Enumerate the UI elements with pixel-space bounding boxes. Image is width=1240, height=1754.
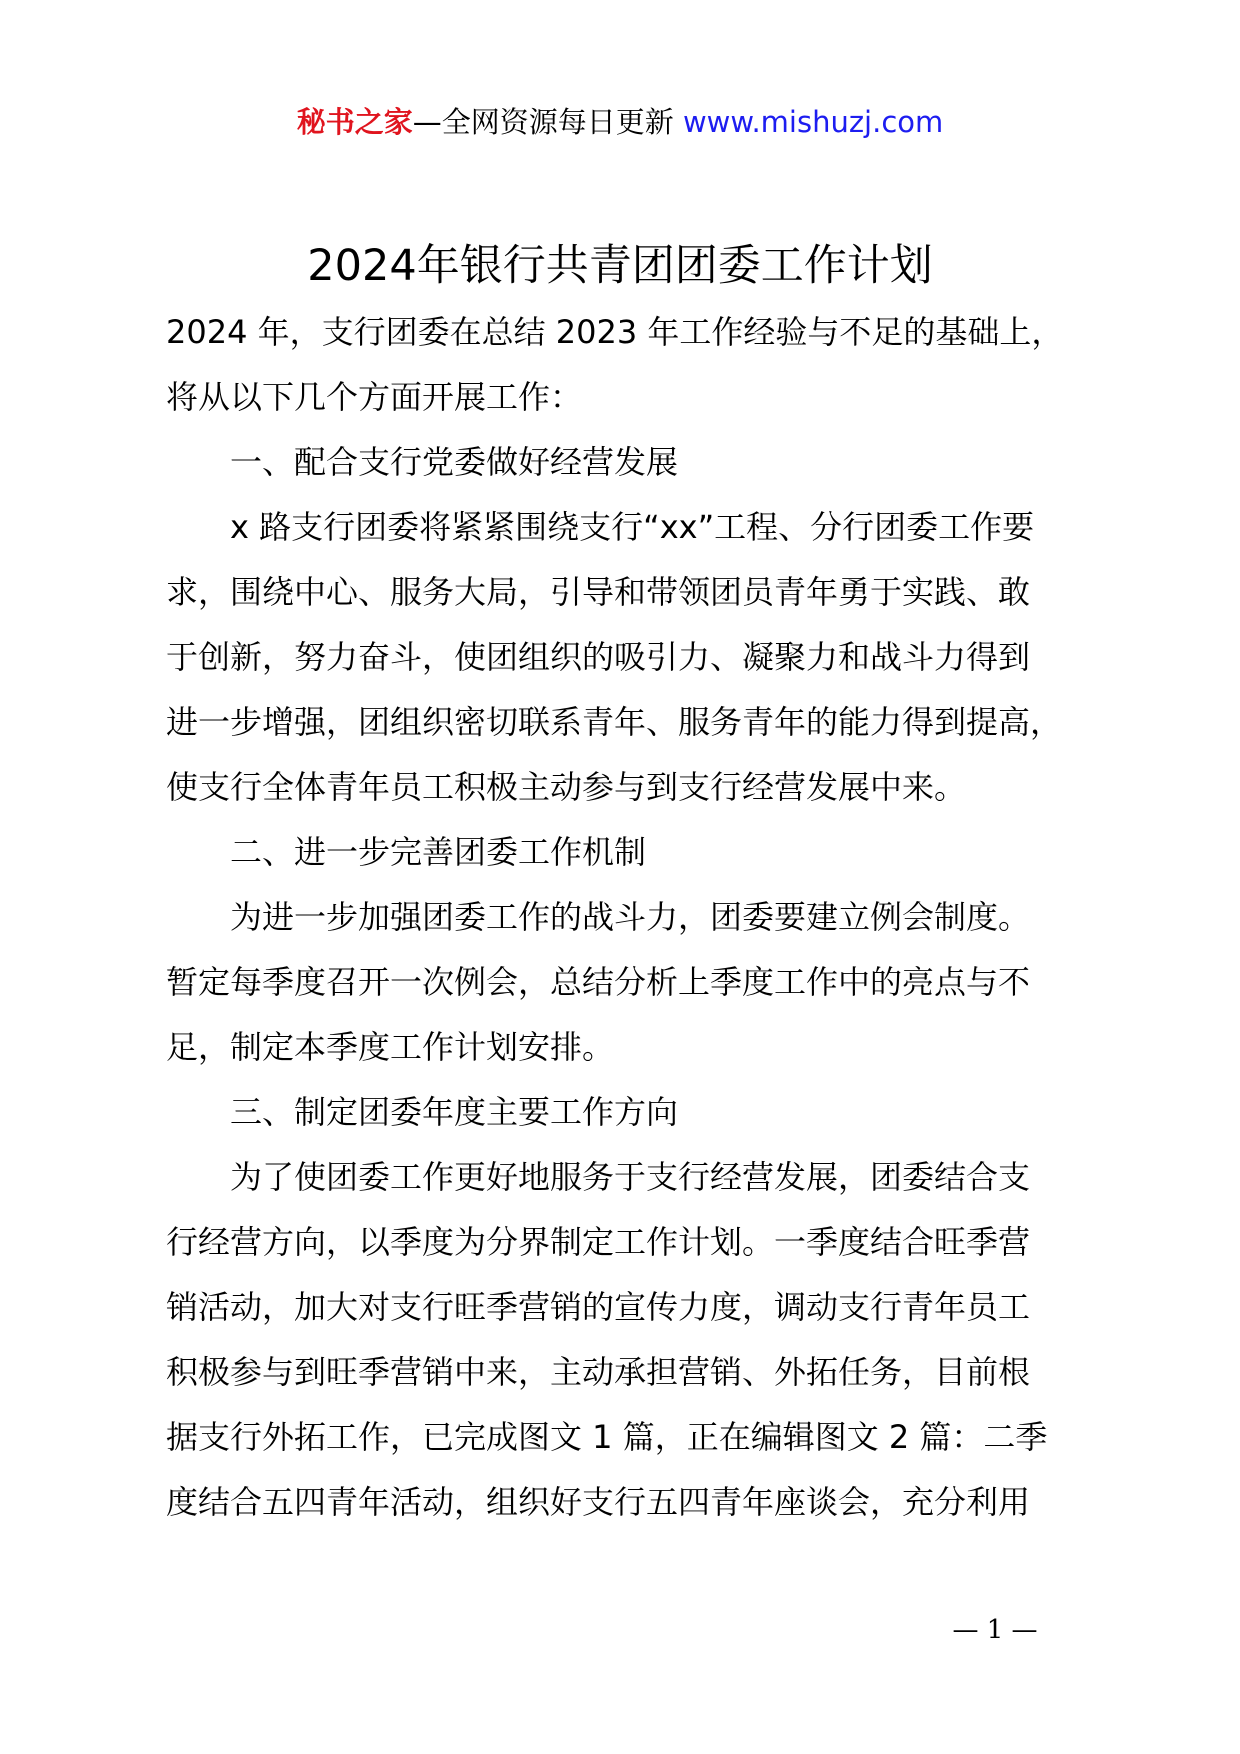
section-heading: 二、进一步完善团委工作机制 [230,833,647,871]
text-line: 将从以下几个方面开展工作： [166,378,583,416]
text-line: 积极参与到旺季营销中来，主动承担营销、外拓任务，目前根 [166,1353,1031,1391]
text-line: 于创新，努力奋斗，使团组织的吸引力、凝聚力和战斗力得到 [166,638,1031,676]
text-line: x 路支行团委将紧紧围绕支行“xx”工程、分行团委工作要 [230,508,1035,546]
text-line: 行经营方向，以季度为分界制定工作计划。一季度结合旺季营 [166,1223,1031,1261]
text-line: 为进一步加强团委工作的战斗力，团委要建立例会制度。 [230,898,1031,936]
text-line: 度结合五四青年活动，组织好支行五四青年座谈会，充分利用 [166,1483,1031,1521]
text-line: 进一步增强，团组织密切联系青年、服务青年的能力得到提高， [166,703,1063,741]
text-line: 2024 年，支行团委在总结 2023 年工作经验与不足的基础上， [166,313,1064,351]
site-header [0,102,1240,142]
text-line: 据支行外拓工作，已完成图文 1 篇，正在编辑图文 2 篇：二季 [166,1418,1048,1456]
brand-name: 秘书之家 [296,105,413,139]
text-line: 求，围绕中心、服务大局，引导和带领团员青年勇于实践、敢 [166,573,1031,611]
text-line: 为了使团委工作更好地服务于支行经营发展，团委结合支 [230,1158,1031,1196]
document-body [166,300,1126,1535]
text-line: 足，制定本季度工作计划安排。 [166,1028,615,1066]
section-heading: 一、配合支行党委做好经营发展 [230,443,679,481]
text-line: 暂定每季度召开一次例会，总结分析上季度工作中的亮点与不 [166,963,1031,1001]
page-number: — 1 — [952,1615,1038,1645]
section-heading: 三、制定团委年度主要工作方向 [230,1093,679,1131]
header-tagline: —全网资源每日更新 [412,105,674,139]
text-line: 使支行全体青年员工积极主动参与到支行经营发展中来。 [166,768,967,806]
text-line: 销活动，加大对支行旺季营销的宣传力度，调动支行青年员工 [166,1288,1031,1326]
site-url[interactable]: www.mishuzj.com [682,105,944,139]
document-title: 2024年银行共青团团委工作计划 [307,241,933,291]
